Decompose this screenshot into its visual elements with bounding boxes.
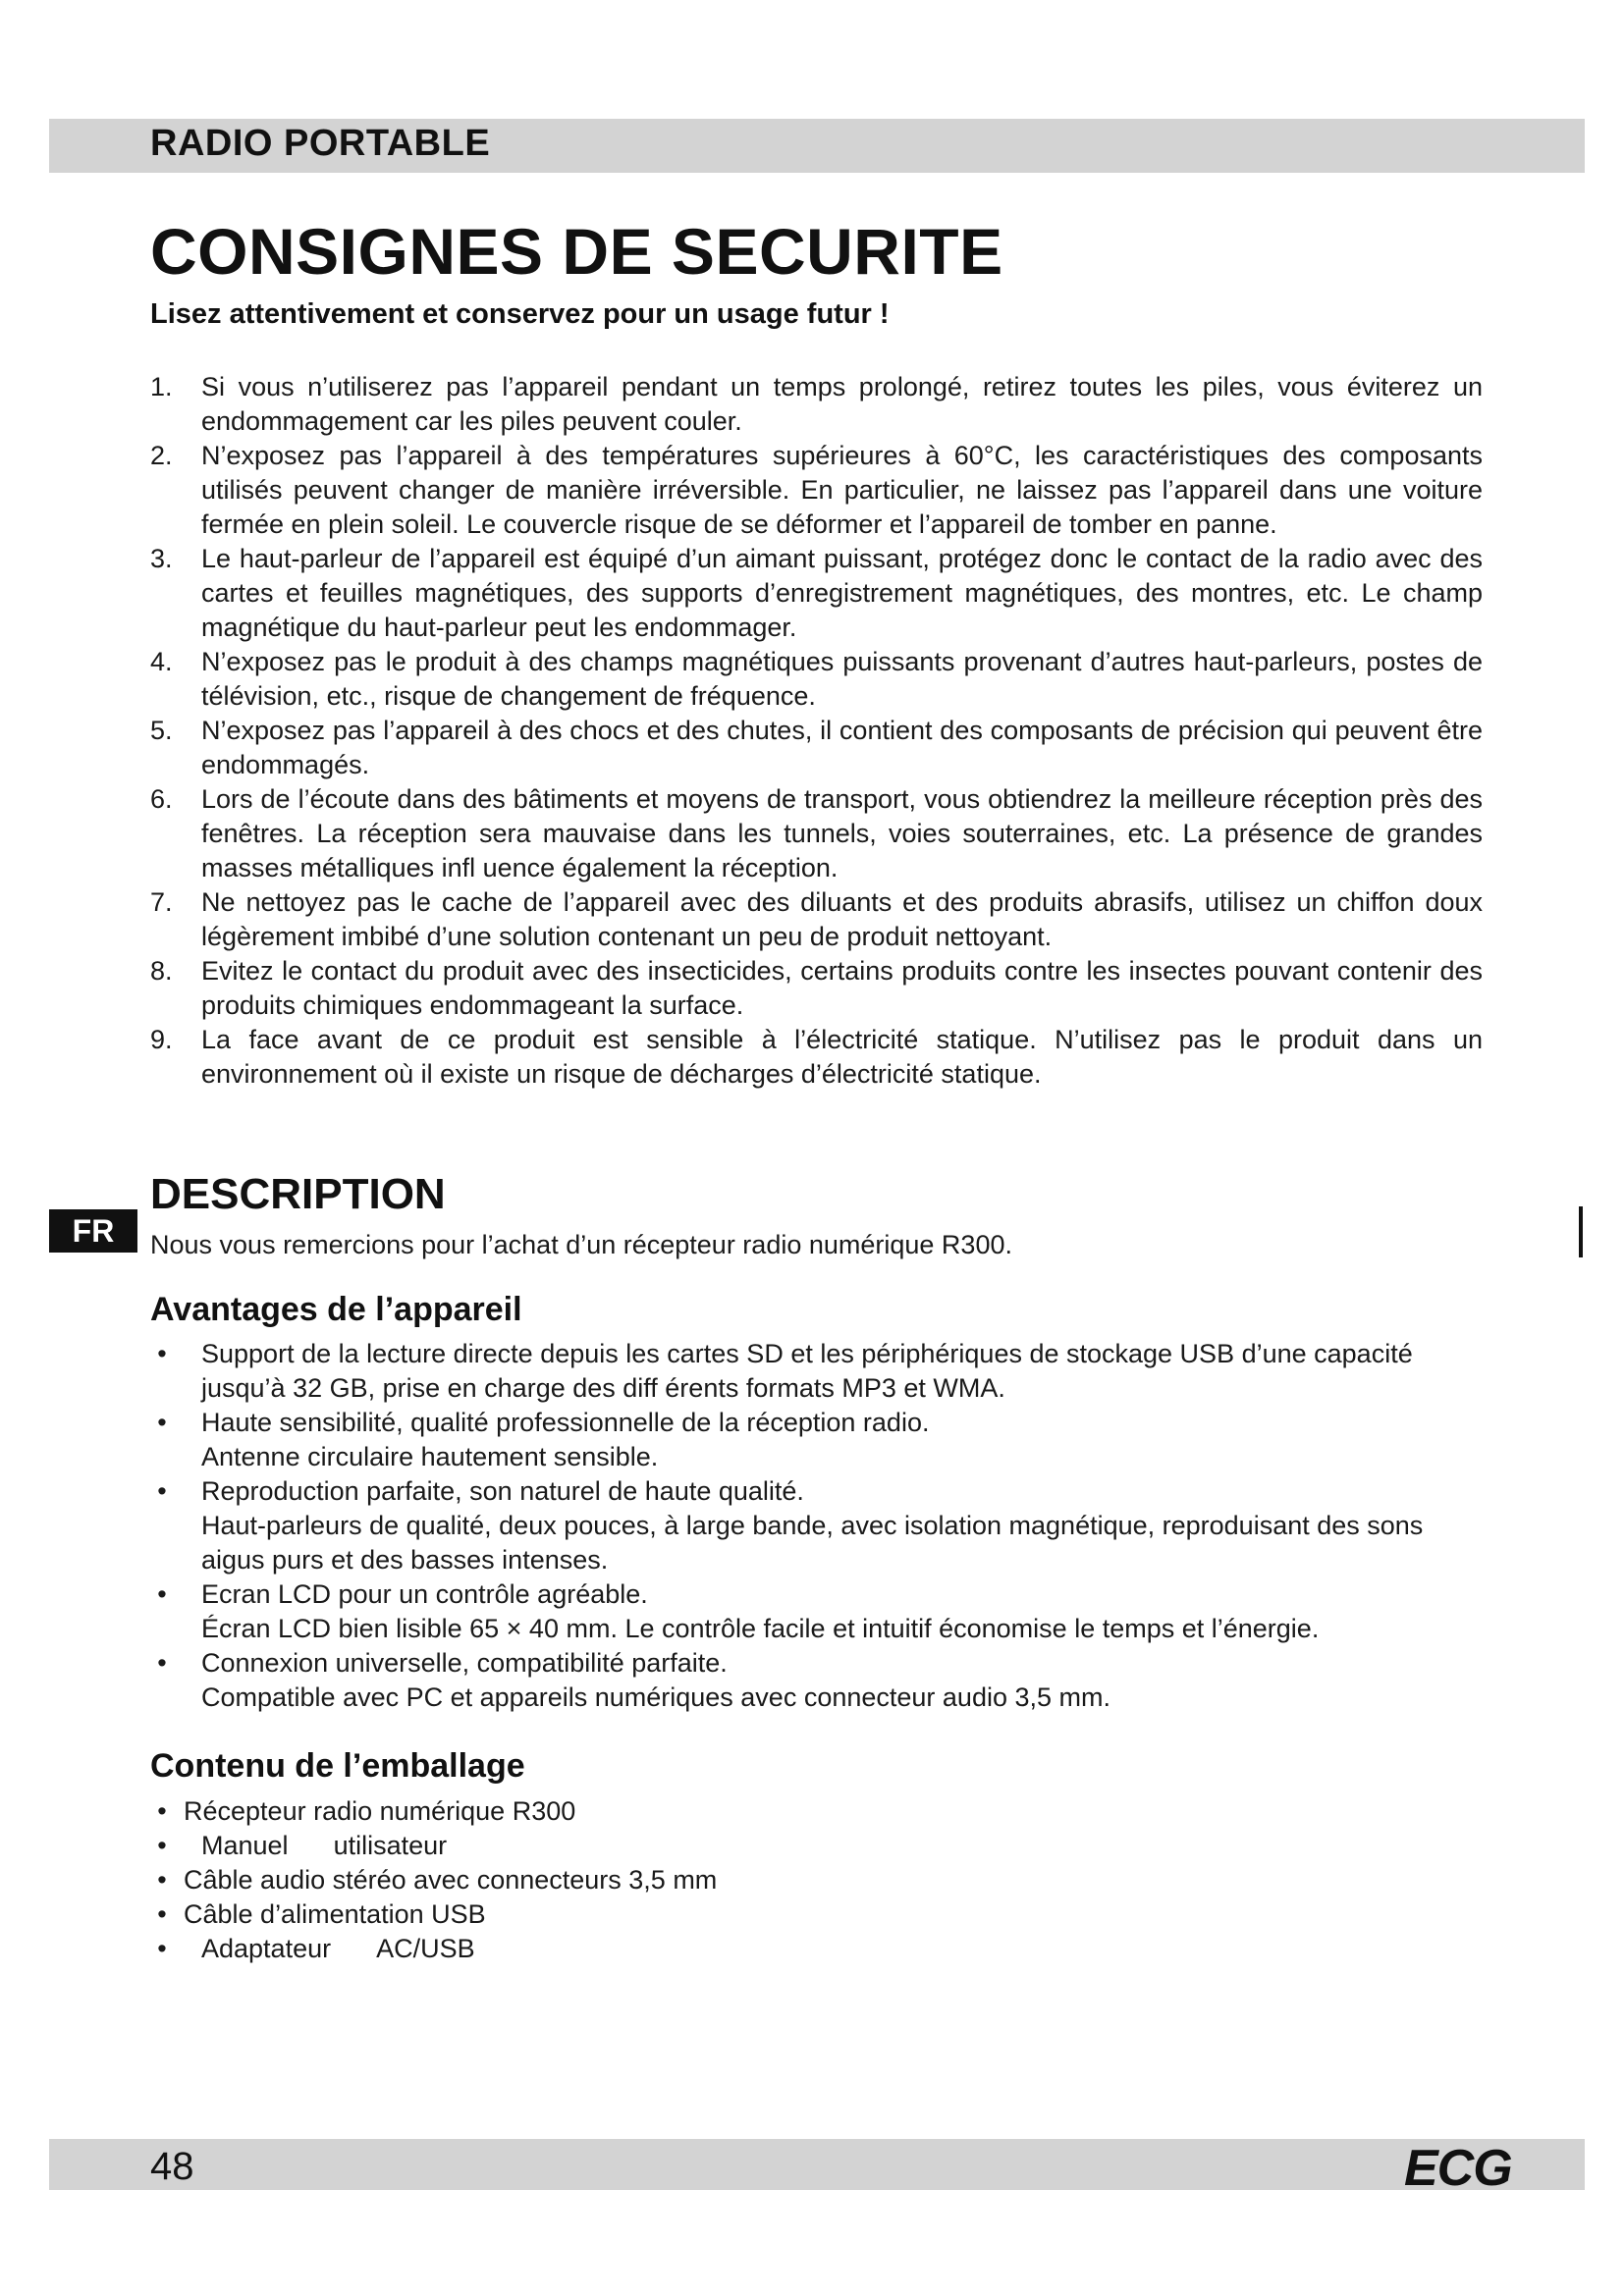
advantage-line: Support de la lecture directe depuis les cartes SD et les périphériques de stockage USB d’une capacité jusqu’à 32 GB, prise en charge des diff érents formats MP3 et WMA. — [201, 1339, 1413, 1403]
safety-item-text: Ne nettoyez pas le cache de l’appareil avec des diluants et des produits abrasifs, utilisez un chiffon doux légèrement imbibé d’une solution contenant un peu de produit nettoyant. — [201, 887, 1483, 951]
advantage-detail: Écran LCD bien lisible 65 × 40 mm. Le contrôle facile et intuitif économise le temps et l’énergie. — [201, 1614, 1320, 1643]
safety-item-number: 1. — [150, 372, 173, 401]
safety-item-number: 3. — [150, 544, 173, 573]
package-item-text: Adaptateur — [201, 1934, 332, 1963]
advantages-list — [150, 1337, 1483, 1715]
page-subtitle: Lisez attentivement et conservez pour un usage futur ! — [150, 298, 890, 330]
safety-item-text: N’exposez pas le produit à des champs magnétiques puissants provenant d’autres haut-parleurs, postes de télévision, etc., risque de changement de fréquence. — [201, 647, 1483, 711]
page-title: CONSIGNES DE SECURITE — [150, 215, 1003, 288]
bullet-icon: • — [157, 1899, 167, 1929]
package-item-text: Câble audio stéréo avec connecteurs 3,5 mm — [184, 1865, 718, 1895]
description-intro: Nous vous remercions pour l’achat d’un récepteur radio numérique R300. — [150, 1230, 1012, 1259]
advantage-item — [150, 1406, 1483, 1474]
safety-item-number: 2. — [150, 441, 173, 470]
safety-item-text: N’exposez pas l’appareil à des températures supérieures à 60°C, les caractéristiques des composants utilisés peuvent changer de manière irréversible. En particulier, ne laissez pas l’appareil dans une voiture fermée en plein soleil. Le couvercle risque de se déformer et l’appareil de tomber en panne. — [201, 441, 1483, 539]
safety-item — [150, 542, 1483, 645]
safety-item-number: 4. — [150, 647, 173, 676]
safety-item-number: 7. — [150, 887, 173, 917]
safety-item-text: La face avant de ce produit est sensible à l’électricité statique. N’utilisez pas le produit dans un environnement où il existe un risque de décharges d’électricité statique. — [201, 1025, 1483, 1089]
bullet-icon: • — [157, 1579, 167, 1609]
safety-item-text: Lors de l’écoute dans des bâtiments et moyens de transport, vous obtiendrez la meilleure réception près des fenêtres. La réception sera mauvaise dans les tunnels, voies souterraines, etc. La présence de grandes masses métalliques infl uence également la réception. — [201, 784, 1483, 882]
safety-item — [150, 645, 1483, 714]
package-item-text: Récepteur radio numérique R300 — [184, 1796, 576, 1826]
advantage-item — [150, 1646, 1483, 1715]
page-number: 48 — [150, 2145, 194, 2188]
safety-item-text: Si vous n’utiliserez pas l’appareil pendant un temps prolongé, retirez toutes les piles, vous éviterez un endommagement car les piles peuvent couler. — [201, 372, 1483, 436]
safety-item — [150, 370, 1483, 439]
margin-marker — [1579, 1206, 1583, 1257]
description-title: DESCRIPTION — [150, 1170, 446, 1218]
package-item — [150, 1829, 1483, 1863]
advantage-detail: Compatible avec PC et appareils numériques avec connecteur audio 3,5 mm. — [201, 1682, 1110, 1712]
safety-item — [150, 954, 1483, 1023]
package-item-text: Manuel — [201, 1831, 289, 1860]
safety-item-text: Evitez le contact du produit avec des insecticides, certains produits contre les insectes pouvant contenir des produits chimiques endommageant la surface. — [201, 956, 1483, 1020]
advantage-item — [150, 1337, 1483, 1406]
language-tab: FR — [49, 1209, 137, 1253]
safety-item — [150, 782, 1483, 885]
bullet-icon: • — [157, 1865, 167, 1895]
advantage-item — [150, 1474, 1483, 1577]
safety-item — [150, 439, 1483, 542]
package-item — [150, 1794, 1483, 1829]
header-label: RADIO PORTABLE — [150, 123, 491, 164]
advantage-item — [150, 1577, 1483, 1646]
bullet-icon: • — [157, 1796, 167, 1826]
safety-list — [150, 370, 1483, 1092]
advantages-title: Avantages de l’appareil — [150, 1291, 522, 1328]
advantage-line: Ecran LCD pour un contrôle agréable. — [201, 1579, 648, 1609]
safety-item-number: 6. — [150, 784, 173, 814]
bullet-icon: • — [157, 1339, 167, 1368]
header-band — [49, 119, 1585, 173]
safety-item — [150, 1023, 1483, 1092]
brand-logo: ECG — [1404, 2140, 1512, 2197]
package-item — [150, 1897, 1483, 1932]
safety-item-number: 9. — [150, 1025, 173, 1054]
package-item — [150, 1932, 1483, 1966]
advantage-line: Haute sensibilité, qualité professionnelle de la réception radio. — [201, 1408, 930, 1437]
bullet-icon: • — [157, 1831, 167, 1860]
safety-item-text: N’exposez pas l’appareil à des chocs et des chutes, il contient des composants de précision qui peuvent être endommagés. — [201, 716, 1483, 779]
bullet-icon: • — [157, 1408, 167, 1437]
package-title: Contenu de l’emballage — [150, 1747, 525, 1785]
footer-band — [49, 2139, 1585, 2197]
package-list — [150, 1794, 1483, 1966]
safety-item-number: 5. — [150, 716, 173, 745]
safety-item — [150, 885, 1483, 954]
package-item — [150, 1863, 1483, 1897]
advantage-line: Connexion universelle, compatibilité parfaite. — [201, 1648, 728, 1678]
safety-item-text: Le haut-parleur de l’appareil est équipé d’un aimant puissant, protégez donc le contact de la radio avec des cartes et feuilles magnétiques, des supports d’enregistrement magnétiques, des montres, etc. Le champ magnétique du haut-parleur peut les endommager. — [201, 544, 1483, 642]
advantage-line: Reproduction parfaite, son naturel de haute qualité. — [201, 1476, 804, 1506]
safety-item — [150, 714, 1483, 782]
bullet-icon: • — [157, 1648, 167, 1678]
advantage-detail: Antenne circulaire hautement sensible. — [201, 1442, 659, 1471]
package-item-text: Câble d’alimentation USB — [184, 1899, 486, 1929]
advantage-detail: Haut-parleurs de qualité, deux pouces, à large bande, avec isolation magnétique, reproduisant des sons aigus purs et des basses intenses. — [201, 1511, 1424, 1575]
package-item-text-2: AC/USB — [376, 1934, 475, 1963]
package-item-text-2: utilisateur — [333, 1831, 448, 1860]
bullet-icon: • — [157, 1476, 167, 1506]
safety-item-number: 8. — [150, 956, 173, 986]
bullet-icon: • — [157, 1934, 167, 1963]
